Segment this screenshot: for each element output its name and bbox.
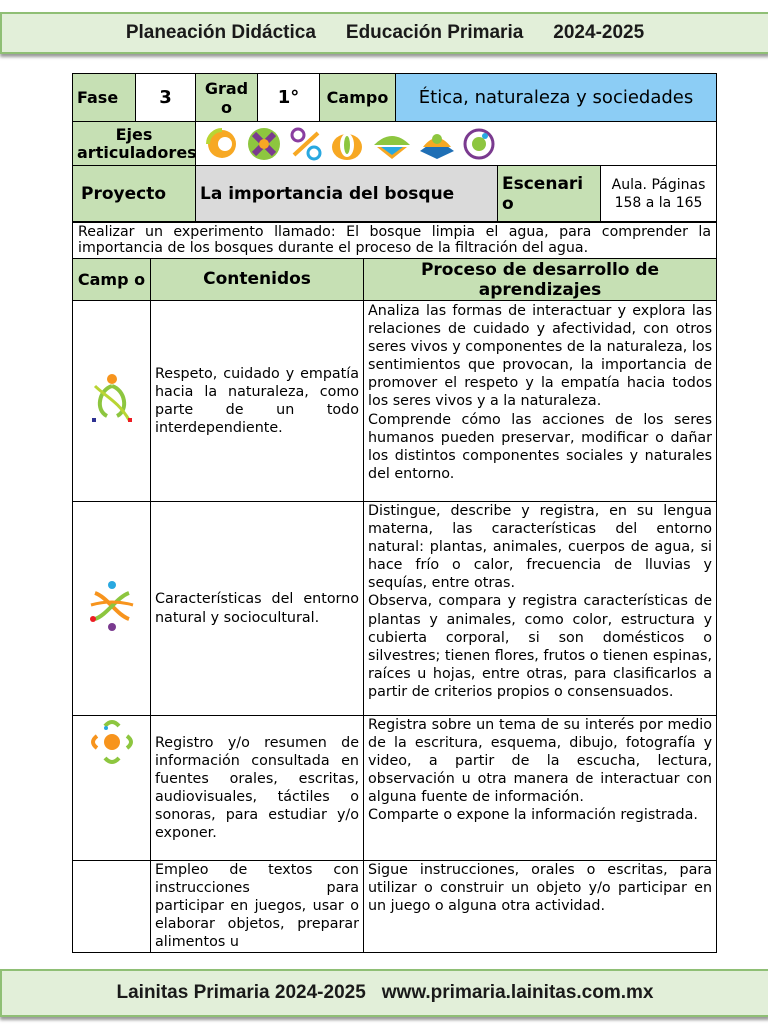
vida-saludable-icon xyxy=(371,125,413,163)
igualdad-genero-icon xyxy=(328,125,366,163)
contenido-3: Registro y/o resumen de información consultada en fuentes orales, escritas, audiovisuales, táctiles o sonoras, para estudiar y/o exponer. xyxy=(151,716,364,861)
etica-naturaleza-icon xyxy=(89,372,135,424)
campo-icon-cell xyxy=(73,716,151,861)
page-footer xyxy=(0,969,768,1017)
footer-url[interactable]: www.primaria.lainitas.com.mx xyxy=(381,982,654,1003)
contenido-1: Respeto, cuidado y empatía hacia la naturaleza, como parte de un todo interdependiente. xyxy=(151,301,364,502)
proceso-2: Distingue, describe y registra, en su lengua materna, las características del entorno natural: plantas, animales, cuerpos de agua, si hace frío o calor, frecuencia de lluvias y sequías, entre otras. Observa, compara y registra características de plantas y animales, como color, estructura y cubierta corporal, si son domésticos o silvestres; tienen flores, frutos o tienen espinas, raíces u hojas, entre otras, para clasificarlos a partir de criterios propios o consensuados. xyxy=(364,502,717,716)
lenguajes-icon xyxy=(89,718,135,766)
escenario-value: Aula. Páginas 158 a la 165 xyxy=(601,166,717,222)
header-year: 2024-2025 xyxy=(553,22,645,43)
campo-icon-cell xyxy=(73,502,151,716)
fase-value: 3 xyxy=(136,74,196,122)
de-lo-humano-comunitario-icon xyxy=(87,579,137,633)
footer-brand: Lainitas Primaria 2024-2025 xyxy=(116,982,366,1003)
lectura-icon xyxy=(418,125,456,163)
proceso-4: Sigue instrucciones, orales o escritas, para utilizar o construir un objeto y/o participar en un juego o alguna otra actividad. xyxy=(364,861,717,953)
header-proceso: Proceso de desarrollo de aprendizajes xyxy=(364,259,717,301)
header-title: Planeación Didáctica xyxy=(125,22,316,43)
campo-icon-cell xyxy=(73,861,151,953)
contenido-4 xyxy=(151,861,364,953)
grado-label: Grad o xyxy=(196,74,258,122)
proyecto-value: La importancia del bosque xyxy=(196,166,498,222)
header-level: Educación Primaria xyxy=(345,22,524,43)
page-header xyxy=(0,12,768,54)
header-campo: Camp o xyxy=(73,259,151,301)
inclusion-icon xyxy=(204,125,240,163)
contenido-2: Características del entorno natural y sociocultural. xyxy=(151,502,364,716)
proyecto-label: Proyecto xyxy=(73,166,196,222)
escenario-label: Escenari o xyxy=(498,166,601,222)
campo-value: Ética, naturaleza y sociedades xyxy=(396,74,717,122)
interculturalidad-icon xyxy=(288,125,324,163)
ejes-icons xyxy=(196,122,717,166)
ejes-label: Ejes articuladores xyxy=(73,122,196,166)
pensamiento-critico-icon xyxy=(245,125,283,163)
grado-value: 1° xyxy=(258,74,320,122)
campo-icon-cell xyxy=(73,301,151,502)
artes-icon xyxy=(461,125,497,163)
campo-label: Campo xyxy=(320,74,396,122)
info-table xyxy=(72,73,717,222)
project-description: Realizar un experimento llamado: El bosque limpia el agua, para comprender la importancia de los bosques durante el proceso de la filtración del agua. xyxy=(73,223,717,259)
proceso-3: Registra sobre un tema de su interés por medio de la escritura, esquema, dibujo, fotografía y video, a partir de la escucha, lectura, observación u otra manera de interactuar con alguna fuente de información. Comparte o expone la información registrada. xyxy=(364,716,717,861)
header-contenidos: Contenidos xyxy=(151,259,364,301)
fase-label: Fase xyxy=(73,74,136,122)
proceso-1: Analiza las formas de interactuar y explora las relaciones de cuidado y afectividad, con otros seres vivos y componentes de la naturaleza, los sentimientos que provocan, la importancia de promover el respeto y la empatía hacia todos los seres vivos y a la naturaleza. Comprende cómo las acciones de los seres humanos pueden preservar, modificar o dañar los distintos componentes sociales y naturales del entorno. xyxy=(364,301,717,502)
contenido-4-text: Empleo de textos con instrucciones para participar en juegos, usar o elaborar objetos, preparar alimentos u xyxy=(155,862,359,951)
contents-table xyxy=(72,222,717,953)
